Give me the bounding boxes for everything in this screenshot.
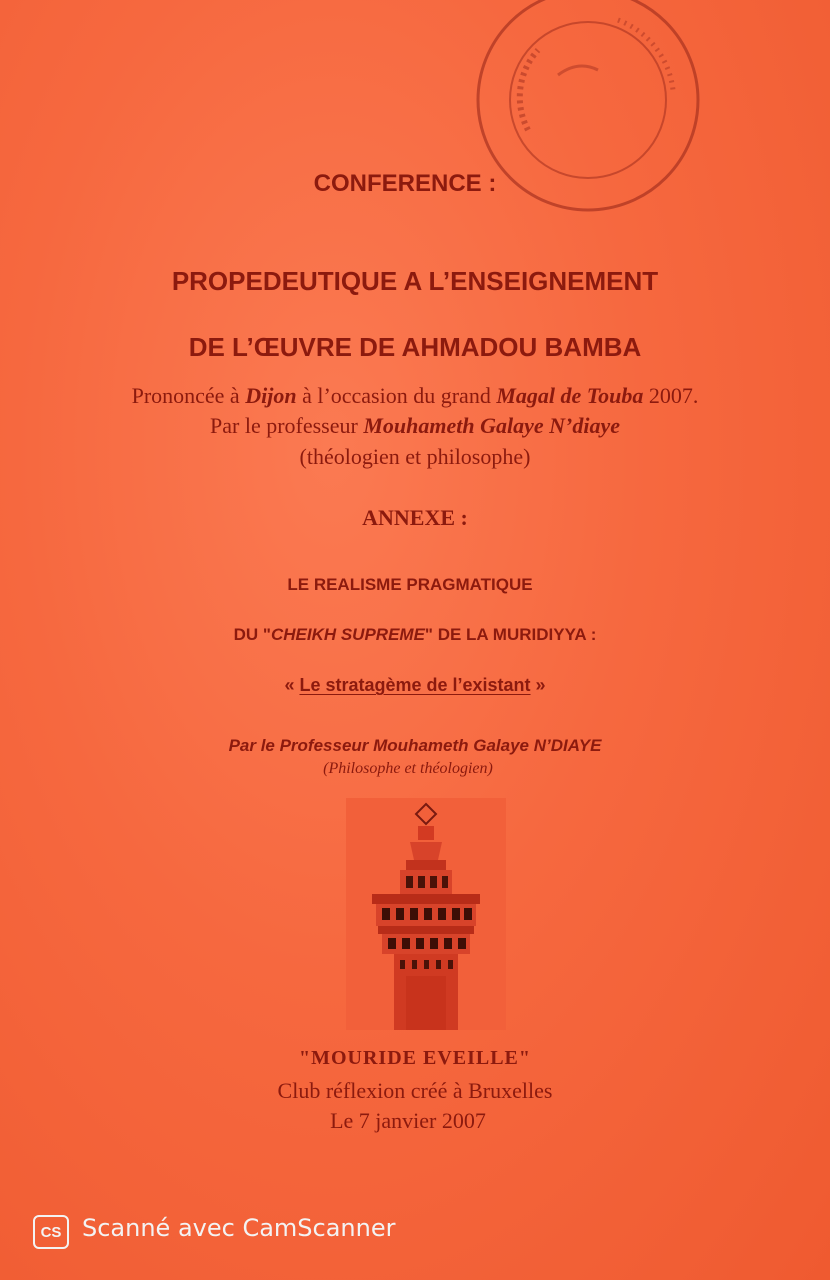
pronounced-city: Dijon	[245, 383, 297, 408]
author-prefix: Par le professeur	[210, 413, 364, 438]
annex-title2-suffix: " DE LA MURIDIYYA :	[424, 625, 597, 644]
annex-title2-italic: CHEIKH SUPREME	[270, 625, 425, 644]
pronounced-line	[0, 383, 830, 409]
pronounced-text-1: Prononcée à	[131, 383, 246, 408]
author-role: (théologien et philosophe)	[299, 444, 531, 469]
pronounced-event: Magal de Touba	[496, 383, 644, 408]
quote-open: «	[284, 675, 300, 695]
footer-date: Le 7 janvier 2007	[330, 1108, 486, 1133]
quote-close: »	[530, 675, 546, 695]
annex-title-line1: LE REALISME PRAGMATIQUE	[287, 575, 533, 594]
minaret-illustration	[346, 798, 506, 1030]
camscanner-logo-icon: CS	[33, 1215, 69, 1249]
club-name: "MOURIDE EVEILLE"	[298, 1047, 532, 1069]
author-name: Mouhameth Galaye N’diaye	[363, 413, 620, 438]
pronounced-text-3: 2007.	[643, 383, 699, 408]
pronounced-text-2: à l’occasion du grand	[296, 383, 497, 408]
annex-author: Par le Professeur Mouhameth Galaye N’DIAYE	[228, 736, 602, 755]
author-line	[0, 413, 830, 439]
document-title-line2: DE L’ŒUVRE DE AHMADOU BAMBA	[188, 332, 642, 362]
club-description: Club réflexion créé à Bruxelles	[277, 1078, 553, 1103]
annex-heading: ANNEXE :	[362, 505, 468, 530]
camscanner-watermark: Scanné avec CamScanner	[82, 1214, 396, 1242]
annex-author-role: (Philosophe et théologien)	[323, 760, 493, 777]
annex-title-line2	[0, 625, 830, 645]
conference-heading: CONFERENCE :	[313, 170, 497, 197]
quote-text: Le stratagème de l’existant	[299, 675, 531, 695]
annex-quote	[0, 675, 830, 696]
document-title-line1: PROPEDEUTIQUE A L’ENSEIGNEMENT	[171, 266, 659, 296]
annex-title2-prefix: DU "	[233, 625, 271, 644]
